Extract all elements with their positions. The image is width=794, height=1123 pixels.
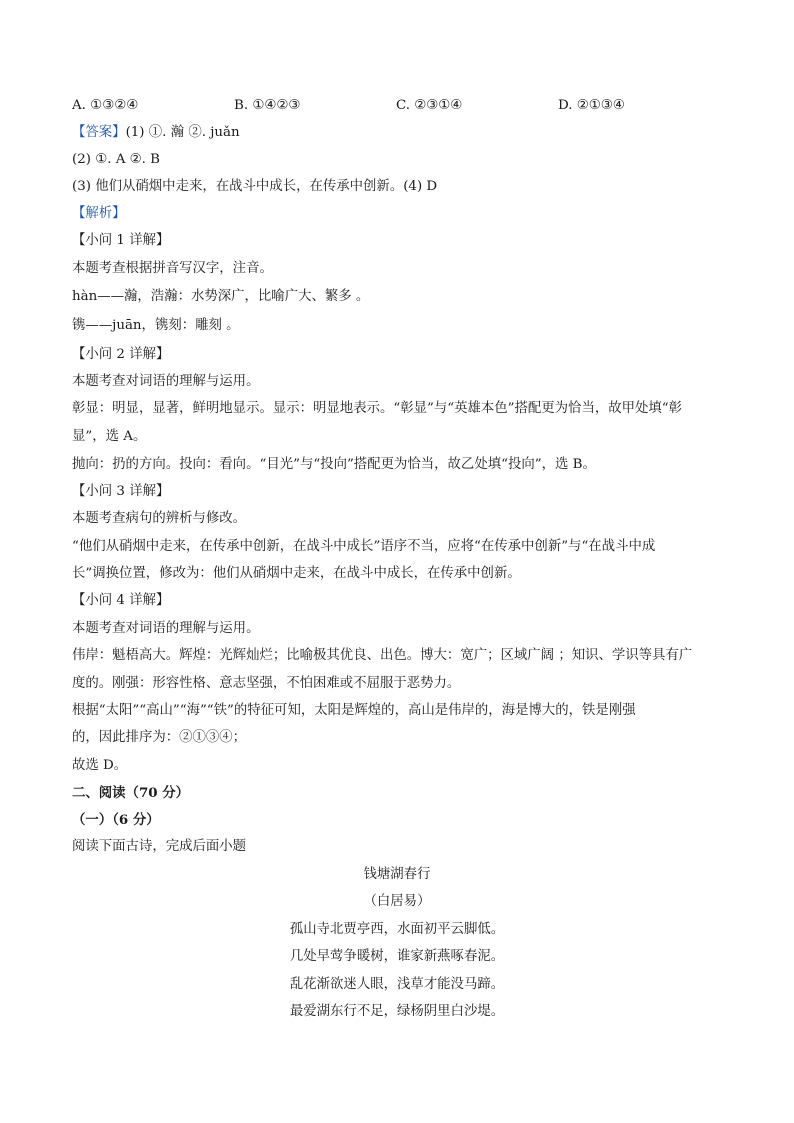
q2-line: 显”，选 A。 (72, 429, 147, 444)
q4-line: 伟岸：魁梧高大。辉煌：光辉灿烂；比喻极其优良、出色。博大：宽广；区域广阔 ；知识、学识等具有广 (72, 648, 693, 663)
option-a: A. ①③②④ (72, 98, 139, 113)
option-d: D. ②①③④ (558, 98, 625, 113)
q1-line: 镌——juān，镌刻：雕刻 。 (72, 318, 240, 333)
answer-line-3: (3) 他们从硝烟中走来，在战斗中成长，在传承中创新。(4) D (72, 179, 438, 194)
answer-line-2: (2) ①. A ②. B (72, 152, 161, 167)
q3-heading: 【小问 3 详解】 (72, 484, 170, 499)
option-c: C. ②③①④ (396, 98, 463, 113)
q4-line: 根据“太阳”“高山”“海”“铁”的特征可知，太阳是辉煌的，高山是伟岸的，海是博大的，铁是刚强 (72, 703, 636, 718)
poem-author: （白居易） (363, 894, 431, 909)
q2-line: 抛向：扔的方向。投向：看向。“目光”与“投向”搭配更为恰当，故乙处填“投向”，选 B。 (72, 457, 596, 472)
answer-part-1: (1) ①. 瀚 ②. juǎn (125, 125, 240, 140)
q3-line: 长”调换位置，修改为：他们从硝烟中走来，在战斗中成长，在传承中创新。 (72, 566, 521, 581)
q4-line: 本题考查对词语的理解与运用。 (72, 621, 260, 636)
poem-line: 乱花渐欲迷人眼，浅草才能没马蹄。 (289, 977, 505, 992)
q4-heading: 【小问 4 详解】 (72, 593, 170, 608)
q1-line: 本题考查根据拼音写汉字，注音。 (72, 261, 273, 276)
poem-line: 孤山寺北贾亭西，水面初平云脚低。 (289, 922, 505, 937)
q4-line: 故选 D。 (72, 758, 128, 773)
poem-title: 钱塘湖春行 (363, 867, 431, 882)
poem-line: 最爱湖东行不足，绿杨阴里白沙堤。 (289, 1004, 505, 1019)
q1-line: hàn——瀚，浩瀚：水势深广，比喻广大、繁多 。 (72, 289, 370, 304)
q2-heading: 【小问 2 详解】 (72, 347, 170, 362)
q1-heading: 【小问 1 详解】 (72, 233, 170, 248)
q4-line: 度的。刚强：形容性格、意志坚强，不怕困难或不屈服于恶势力。 (72, 676, 461, 691)
q3-line: “他们从硝烟中走来，在传承中创新，在战斗中成长”语序不当，应将“在传承中创新”与“在战斗中成 (72, 539, 656, 554)
option-b: B. ①④②③ (234, 98, 301, 113)
answer-label: 【答案】 (72, 125, 126, 140)
reading-instruction: 阅读下面古诗，完成后面小题 (72, 839, 247, 854)
answer-line-1 (72, 124, 240, 142)
q4-line: 的，因此排序为：②①③④； (72, 730, 247, 745)
q3-line: 本题考查病句的辨析与修改。 (72, 511, 247, 526)
q2-line: 本题考查对词语的理解与运用。 (72, 374, 260, 389)
q2-line: 彰显：明显，显著，鲜明地显示。显示：明显地表示。“彰显”与“英雄本色”搭配更为恰当，故甲处填“彰 (72, 401, 683, 416)
poem-line: 几处早莺争暖树，谁家新燕啄春泥。 (289, 949, 505, 964)
analysis-label: 【解析】 (72, 206, 126, 221)
part-title: （一）（6 分） (72, 812, 160, 828)
section-title: 二、阅读（70 分） (72, 785, 190, 801)
